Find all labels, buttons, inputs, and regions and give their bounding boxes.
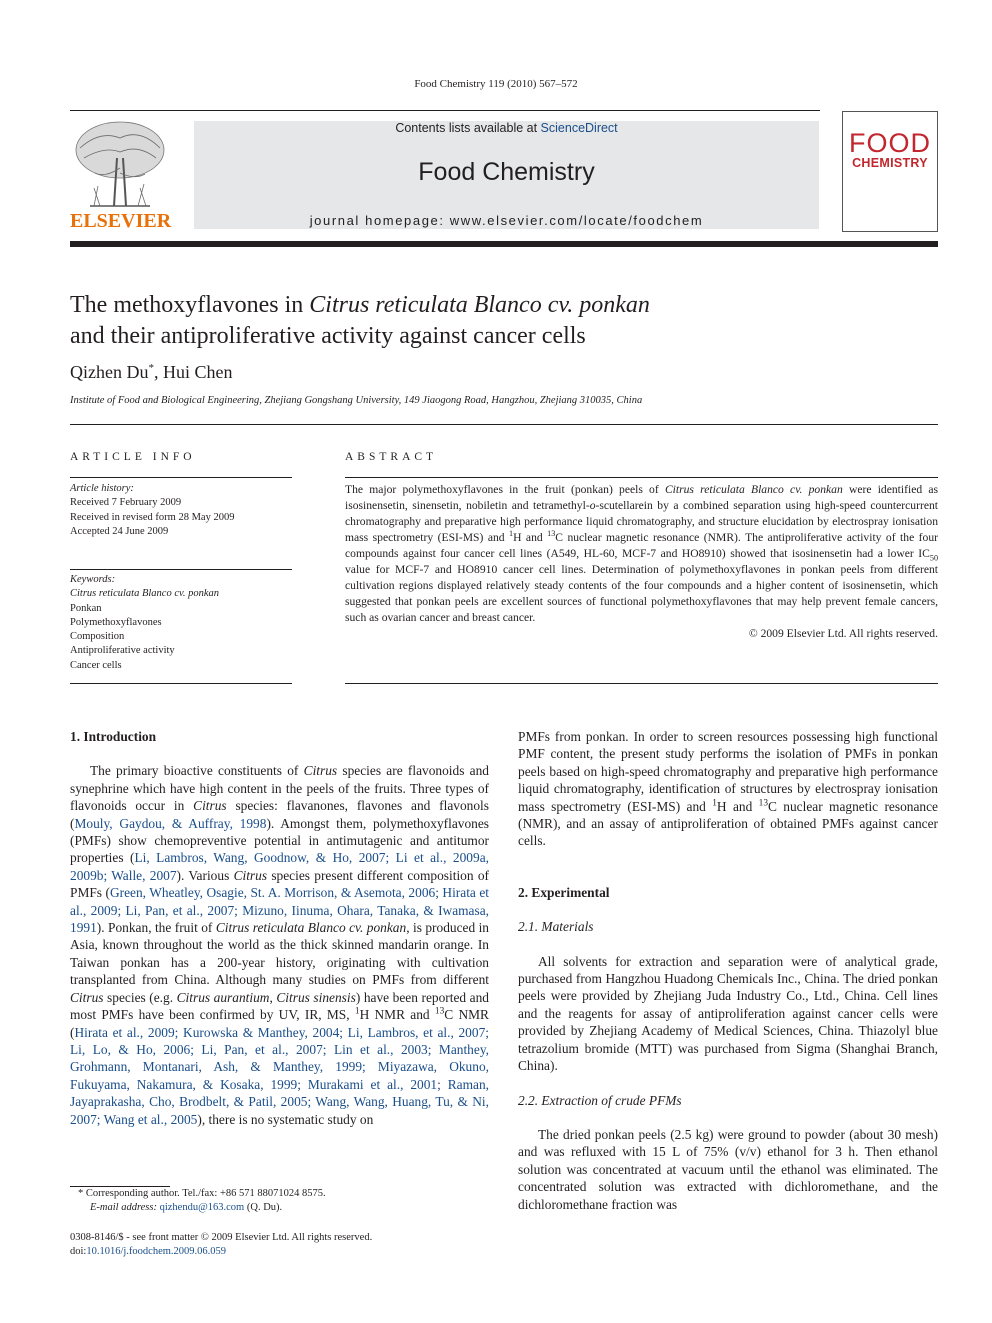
text-fragment: C NMR ( bbox=[70, 1007, 489, 1040]
corresponding-author-note: Corresponding author. Tel./fax: +86 571 88071024 8575. bbox=[83, 1188, 326, 1199]
citation-link[interactable]: Hirata et al., 2009; Kurowska & Manthey, 2004; Li, Lambros, et al., 2007; Li, Lo, & Ho, 2006; Li, Pan, et al., 2007; Lin et al., 2003; Manthey, Grohmann, Montanari, Ash, & Manthey, 1999; Miyazawa, Okuno, Fukuyama, Nakamura, & Kosaka, 1999; Murakami et al., 2001; Raman, Jayaprakasha, Cho, Brodbelt, & Patil, 2005; Wang, Wang, Huang, Tu, & Ni, 2007; Wang et al., 2005 bbox=[70, 1024, 489, 1127]
header-rule bbox=[70, 110, 820, 111]
keyword-item: Citrus reticulata Blanco cv. ponkan bbox=[70, 588, 220, 600]
divider bbox=[70, 683, 292, 684]
title-part: and their antiproliferative activity against cancer cells bbox=[70, 323, 586, 349]
body-column-left bbox=[70, 728, 489, 1128]
email-label: E-mail address: bbox=[90, 1202, 157, 1213]
text-fragment: ). Various bbox=[176, 867, 234, 883]
abstract-fragment: H and bbox=[513, 531, 548, 544]
citation-link[interactable]: Green, Wheatley, Osagie, St. A. Morrison, & Asemota, 2006; Hirata et al., 2009; Li, Pan, et al., 2007; Mizuno, Iinuma, Ohara, Tanaka, & Iwamasa, 1991 bbox=[70, 885, 489, 936]
citation-link[interactable]: Li, Lambros, Wang, Goodnow, & Ho, 2007; Li et al., 2009a, 2009b; Walle, 2007 bbox=[70, 850, 489, 883]
extraction-paragraph: The dried ponkan peels (2.5 kg) were ground to powder (about 30 mesh) and was refluxed with 15 L of 75% (v/v) ethanol for 3 h. Then ethanol solution was concentrated at vacuum until the ethanol was eliminated. The concentrated solution was extracted with dichloromethane, and the dichloromethane fraction was bbox=[518, 1126, 938, 1212]
abstract-fragment: C nuclear magnetic resonance (NMR). The antiproliferative activity of the four compounds against four cancer cell lines (A549, HL-60, MCF-7 and HO8910) showed that isosinensetin had a lower IC bbox=[345, 531, 938, 560]
issn-line bbox=[70, 1231, 489, 1259]
email-suffix: (Q. Du). bbox=[244, 1202, 283, 1213]
subsection-heading: 2.1. Materials bbox=[518, 919, 594, 935]
elsevier-wordmark: ELSEVIER bbox=[70, 210, 172, 232]
divider bbox=[70, 424, 938, 425]
text-fragment: H and bbox=[716, 798, 759, 814]
text-fragment: ) have been reported and most PMFs have been confirmed by UV, IR, MS, bbox=[70, 989, 489, 1023]
keyword-item: Composition bbox=[70, 631, 125, 643]
intro-continuation bbox=[518, 728, 938, 850]
text-fragment: Citrus bbox=[70, 989, 104, 1005]
spacer bbox=[518, 850, 938, 867]
section-heading: 1. Introduction bbox=[70, 729, 157, 744]
abstract-fragment: were identified as isosinensetin, sinensetin, nobiletin and tetramethyl- bbox=[345, 483, 939, 512]
text-fragment: Citrus reticulata Blanco cv. ponkan bbox=[215, 920, 407, 936]
doi-label: doi: bbox=[70, 1246, 87, 1257]
footnote-mark: * bbox=[78, 1188, 84, 1199]
text-fragment: species (e.g. bbox=[103, 989, 177, 1005]
contents-prefix: Contents lists available at bbox=[395, 121, 541, 135]
text-fragment: species present different composition of PMFs ( bbox=[70, 867, 489, 901]
divider bbox=[345, 683, 938, 684]
divider bbox=[70, 477, 292, 478]
text-fragment: The primary bioactive constituents of bbox=[90, 763, 304, 779]
running-head: Food Chemistry 119 (2010) 567–572 bbox=[414, 78, 578, 90]
citation-link[interactable]: Mouly, Gaydou, & Auffray, 1998 bbox=[74, 815, 267, 831]
abstract-copyright: © 2009 Elsevier Ltd. All rights reserved. bbox=[748, 627, 938, 640]
keyword-item: Polymethoxyflavones bbox=[70, 616, 162, 628]
keyword-item: Cancer cells bbox=[70, 659, 122, 671]
superscript: 1 bbox=[712, 798, 717, 809]
article-info-heading: ARTICLE INFO bbox=[70, 451, 196, 463]
superscript: 1 bbox=[509, 529, 514, 539]
keyword-item: Antiproliferative activity bbox=[70, 645, 175, 657]
sciencedirect-link[interactable]: ScienceDirect bbox=[540, 121, 618, 135]
contents-line bbox=[194, 121, 819, 135]
footnote bbox=[70, 1187, 489, 1215]
spacer bbox=[518, 1075, 938, 1092]
keywords-label: Keywords: bbox=[70, 574, 116, 585]
text-fragment: Citrus aurantium bbox=[176, 989, 270, 1005]
corresponding-author-mark[interactable]: * bbox=[148, 362, 154, 374]
abstract-fragment: The major polymethoxyflavones in the fruit (ponkan) peels of bbox=[345, 483, 665, 496]
text-fragment: ). Ponkan, the fruit of bbox=[96, 920, 216, 936]
article-title bbox=[70, 290, 930, 352]
text-fragment: species: flavanones, flavones and flavonols ( bbox=[70, 798, 489, 831]
author-name[interactable]: Qizhen Du bbox=[70, 362, 149, 382]
text-fragment: Citrus bbox=[193, 798, 227, 814]
journal-name: Food Chemistry bbox=[418, 158, 595, 186]
text-fragment: ). Amongst them, polymethoxyflavones (PMFs) show chemopreventive potential in antimutagenic and antitumor properties ( bbox=[70, 815, 489, 866]
superscript: 13 bbox=[758, 798, 768, 809]
title-part: The methoxyflavones in bbox=[70, 292, 310, 318]
header-thick-rule bbox=[70, 241, 938, 247]
abstract-fragment: -scutellarein by a combined separation using high-speed countercurrent chromatography and preparative high performance liquid chromatography, and structure elucidation by electrospray ionisation mass spectrometry (ESI-MS) and bbox=[345, 499, 938, 544]
body-column-right bbox=[518, 728, 938, 1213]
author-separator: , bbox=[153, 362, 163, 382]
text-fragment: C nuclear magnetic resonance (NMR), and an assay of antiproliferation of obtained PMFs against cancer cells. bbox=[518, 798, 938, 849]
journal-homepage[interactable]: journal homepage: www.elsevier.com/locate/foodchem bbox=[309, 213, 704, 228]
section-heading: 2. Experimental bbox=[518, 884, 610, 900]
spacer bbox=[518, 867, 938, 884]
abstract-heading: ABSTRACT bbox=[345, 451, 438, 463]
title-species: Citrus reticulata Blanco cv. ponkan bbox=[309, 292, 650, 318]
keywords bbox=[70, 573, 292, 673]
elsevier-tree-icon bbox=[70, 118, 170, 213]
history-item: Received in revised form 28 May 2009 bbox=[70, 511, 235, 523]
text-fragment: species are flavonoids and synephrine which have high content in the peels of the fruits. Three types of flavonoids occur in bbox=[70, 763, 489, 814]
materials-paragraph: All solvents for extraction and separation were of analytical grade, purchased from Hangzhou Huadong Chemicals Inc., China. The dried ponkan peels were provided by Zhejiang Juda Industry Co., Ltd., China. Cell lines and the reagents for assay of antiproliferation against cancer cells were provided by Zhejiang Academy of Medical Sciences, China. Thiazolyl blue tetrazolium bromide (MTT) was purchased from Sigma (Shanghai Branch, China). bbox=[518, 953, 938, 1074]
abstract-text bbox=[345, 482, 938, 642]
journal-cover-thumbnail[interactable] bbox=[842, 111, 938, 232]
text-fragment: Citrus bbox=[233, 867, 268, 883]
history-label: Article history: bbox=[70, 483, 134, 494]
text-fragment: ), there is no systematic study on bbox=[197, 1111, 374, 1127]
divider bbox=[345, 477, 938, 478]
text-fragment: , bbox=[269, 989, 277, 1005]
divider bbox=[70, 569, 292, 570]
abstract-fragment: value for MCF-7 and HO8910 cancer cell lines. Determination of polymethoxyflavones in ponkan peels from different cultivation regions displayed relatively steady contents of the four compounds and a higher content of isosinensetin, which suggested that ponkan peels are excellent sources of functional polymethoxyflavones that may help prevent female cancers, such as ovarian cancer and breast cancer. bbox=[345, 563, 938, 624]
keyword-item: Ponkan bbox=[70, 602, 102, 614]
article-history bbox=[70, 482, 292, 539]
subsection-heading: 2.2. Extraction of crude PFMs bbox=[518, 1092, 682, 1108]
text-fragment: Citrus bbox=[303, 763, 338, 779]
intro-paragraph bbox=[70, 762, 489, 1128]
superscript: 13 bbox=[434, 1006, 445, 1017]
email-label-wrap bbox=[70, 1202, 160, 1213]
cover-title-food: FOOD bbox=[849, 128, 931, 158]
abstract-fragment: Citrus reticulata Blanco cv. ponkan bbox=[664, 483, 843, 496]
cover-title-chemistry: CHEMISTRY bbox=[852, 156, 928, 170]
superscript: 13 bbox=[547, 529, 556, 539]
author-list bbox=[70, 362, 232, 383]
abstract-fragment: o bbox=[589, 499, 596, 512]
subscript: 50 bbox=[929, 553, 938, 563]
email-link[interactable]: qizhendu@163.com bbox=[159, 1202, 245, 1213]
history-item: Accepted 24 June 2009 bbox=[70, 525, 169, 537]
elsevier-logo[interactable] bbox=[70, 118, 170, 233]
history-item: Received 7 February 2009 bbox=[70, 497, 182, 509]
superscript: 1 bbox=[354, 1006, 360, 1017]
text-fragment: , is produced in Asia, known throughout the world as the thick skinned mandarin orange. In Taiwan ponkan has a 200-year history, originating with cultivation transplanted from China. Although many studies on PMFs from different bbox=[70, 920, 490, 988]
text-fragment: Citrus sinensis bbox=[276, 989, 356, 1005]
author-name[interactable]: Hui Chen bbox=[162, 362, 233, 382]
text-fragment: H NMR and bbox=[359, 1007, 435, 1023]
doi-link[interactable]: 10.1016/j.foodchem.2009.06.059 bbox=[86, 1246, 227, 1257]
affiliation: Institute of Food and Biological Engineering, Zhejiang Gongshang University, 149 Jiaogong Road, Hangzhou, Zhejiang 310035, China bbox=[70, 395, 643, 406]
text-fragment: PMFs from ponkan. In order to screen resources possessing high functional PMF content, the present study performs the isolation of PMFs in ponkan peels based on high-speed chromatography and preparative high performance liquid chromatography, identification of structures by electrospray ionisation mass spectrometry (ESI-MS) and bbox=[518, 729, 938, 814]
issn-text: 0308-8146/$ - see front matter © 2009 Elsevier Ltd. All rights reserved. bbox=[70, 1232, 373, 1243]
